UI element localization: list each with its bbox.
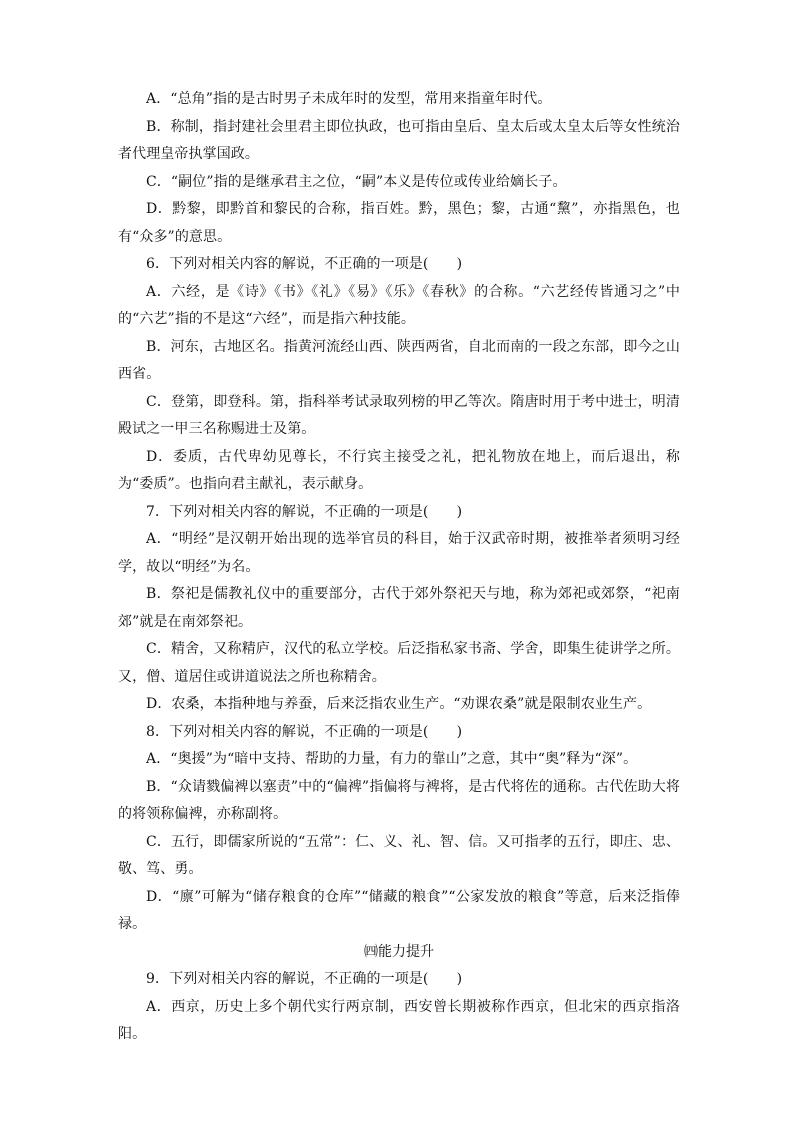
option-9a: A．西京，历史上多个朝代实行两京制，西安曾长期被称作西京，但北宋的西京指洛阳。 (118, 998, 680, 1042)
option-7c: C．精舍，又称精庐，汉代的私立学校。后泛指私家书斋、学舍，即集生徒讲学之所。又，僧、道居住或讲道说法之所也称精舍。 (118, 641, 680, 685)
option-6d: D．委质，古代卑幼见尊长，不行宾主接受之礼，把礼物放在地上，而后退出，称为“委质”。也指向君主献礼，表示献身。 (118, 448, 680, 492)
question-8: 8．下列对相关内容的解说，不正确的一项是( ) (146, 723, 463, 740)
option-7b: B．祭祀是儒教礼仪中的重要部分，古代于郊外祭祀天与地，称为郊祀或郊祭，“祀南郊”就是在南郊祭祀。 (118, 586, 680, 630)
option-8a: A．“奥援”为“暗中支持、帮助的力量，有力的靠山”之意，其中“奥”释为“深”。 (146, 751, 638, 767)
option-6a: A．六经，是《诗》《书》《礼》《易》《乐》《春秋》的合称。“六艺经传皆通习之”中的“六艺”指的不是这“六经”，而是指六种技能。 (118, 283, 680, 327)
document-page (118, 86, 680, 1049)
question-6: 6．下列对相关内容的解说，不正确的一项是( ) (146, 256, 463, 272)
option-7d: D．农桑，本指种地与养蚕，后来泛指农业生产。“劝课农桑”就是限制农业生产。 (146, 696, 652, 712)
option-8d: D．“廪”可解为“储存粮食的仓库”“储藏的粮食”“公家发放的粮食”等意，后来泛指俸禄。 (118, 888, 680, 932)
option-5b: B．称制，指封建社会里君主即位执政，也可指由皇后、皇太后或太皇太后等女性统治者代理皇帝执掌国政。 (118, 118, 680, 162)
section-heading: ㈣能力提升 (364, 943, 434, 960)
option-5a: A．“总角”指的是古时男子未成年时的发型，常用来指童年时代。 (146, 91, 552, 107)
question-9: 9．下列对相关内容的解说，不正确的一项是( ) (146, 971, 463, 987)
option-6b: B．河东，古地区名。指黄河流经山西、陕西两省，自北而南的一段之东部，即今之山西省。 (118, 338, 680, 382)
option-8b: B．“众请戮偏裨以塞责”中的“偏裨”指偏将与裨将，是古代将佐的通称。古代佐助大将的将领称偏裨，亦称副将。 (118, 778, 680, 822)
option-5d: D．黔黎，即黔首和黎民的合称，指百姓。黔，黑色；黎，古通“黧”，亦指黑色，也有“众多”的意思。 (118, 201, 680, 245)
option-8c: C．五行，即儒家所说的“五常”：仁、义、礼、智、信。又可指孝的五行，即庄、忠、敬、笃、勇。 (118, 833, 680, 877)
option-5c: C．“嗣位”指的是继承君主之位，“嗣”本义是传位或传业给嫡长子。 (146, 173, 567, 190)
option-6c: C．登第，即登科。第，指科举考试录取列榜的甲乙等次。隋唐时用于考中进士，明清殿试之一甲三名称赐进士及第。 (118, 393, 680, 437)
question-7: 7．下列对相关内容的解说，不正确的一项是( ) (146, 503, 463, 520)
option-7a: A．“明经”是汉朝开始出现的选举官员的科目，始于汉武帝时期，被推举者须明习经学，故以“明经”为名。 (118, 531, 680, 575)
